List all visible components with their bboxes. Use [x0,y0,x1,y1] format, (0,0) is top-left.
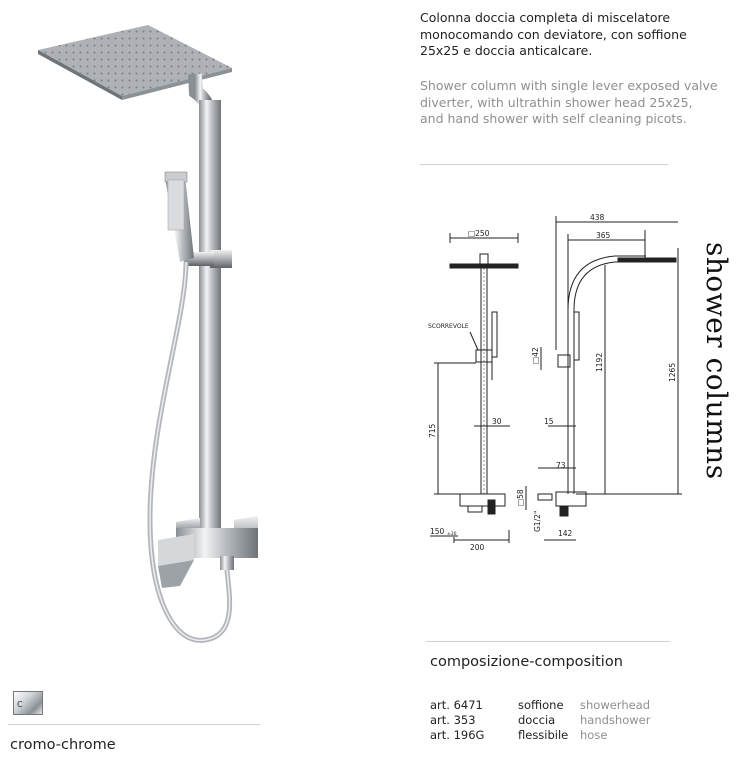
article-code: art. 353 [430,713,476,727]
dim-head-label: □250 [468,229,490,238]
dim-valve-depth-label: 73 [556,461,566,470]
article-name-it: flessibile [518,728,569,742]
finish-label: cromo-chrome [10,737,116,753]
description-italian: Colonna doccia completa di miscelatore monocomando con deviatore, con soffione 25x25 e doccia anticalcare. [420,10,687,58]
article-name-en: showerhead [580,698,651,712]
product-photo [0,0,400,680]
dim-h2-label: 1265 [668,362,677,382]
dim-valve-h-label: □58 [516,489,525,506]
article-name-en: handshower [580,713,651,727]
article-code: art. 6471 [430,698,483,712]
article-name-it: soffione [518,698,564,712]
divider [420,164,668,165]
dim-bottom-label: 142 [558,529,573,538]
divider [426,641,670,642]
dim-bar-label: 30 [492,417,502,426]
dim-base-label: 200 [470,543,485,552]
divider [8,724,260,725]
section-title-text: shower columns [700,242,733,480]
dim-holder-label: □42 [531,347,540,364]
article-name-it: doccia [518,713,556,727]
dim-slider-label: SCORREVOLE [428,323,469,330]
technical-drawing [410,200,705,560]
description-english: Shower column with single lever exposed valve diverter, with ultrathin shower head 25x25, and hand shower with self cleaning picots. [420,78,718,126]
dim-top-label: 438 [590,213,605,222]
dim-thread-label: G1/2" [533,510,542,532]
finish-swatch[interactable] [13,691,43,715]
finish-swatch-code: C [17,700,23,709]
section-title [698,242,738,480]
dim-valve-sub-label: ±30 [447,532,457,537]
dim-valve-label: 150 [430,527,445,536]
dim-h1-label: 1192 [595,352,604,372]
dim-arm-label: 365 [596,231,611,240]
handshower [165,172,194,262]
dim-offset-label: 15 [544,417,554,426]
dim-height-label: 715 [428,423,437,438]
article-code: art. 196G [430,728,485,742]
composition-title: composizione-composition [430,654,623,670]
article-name-en: hose [580,728,608,742]
